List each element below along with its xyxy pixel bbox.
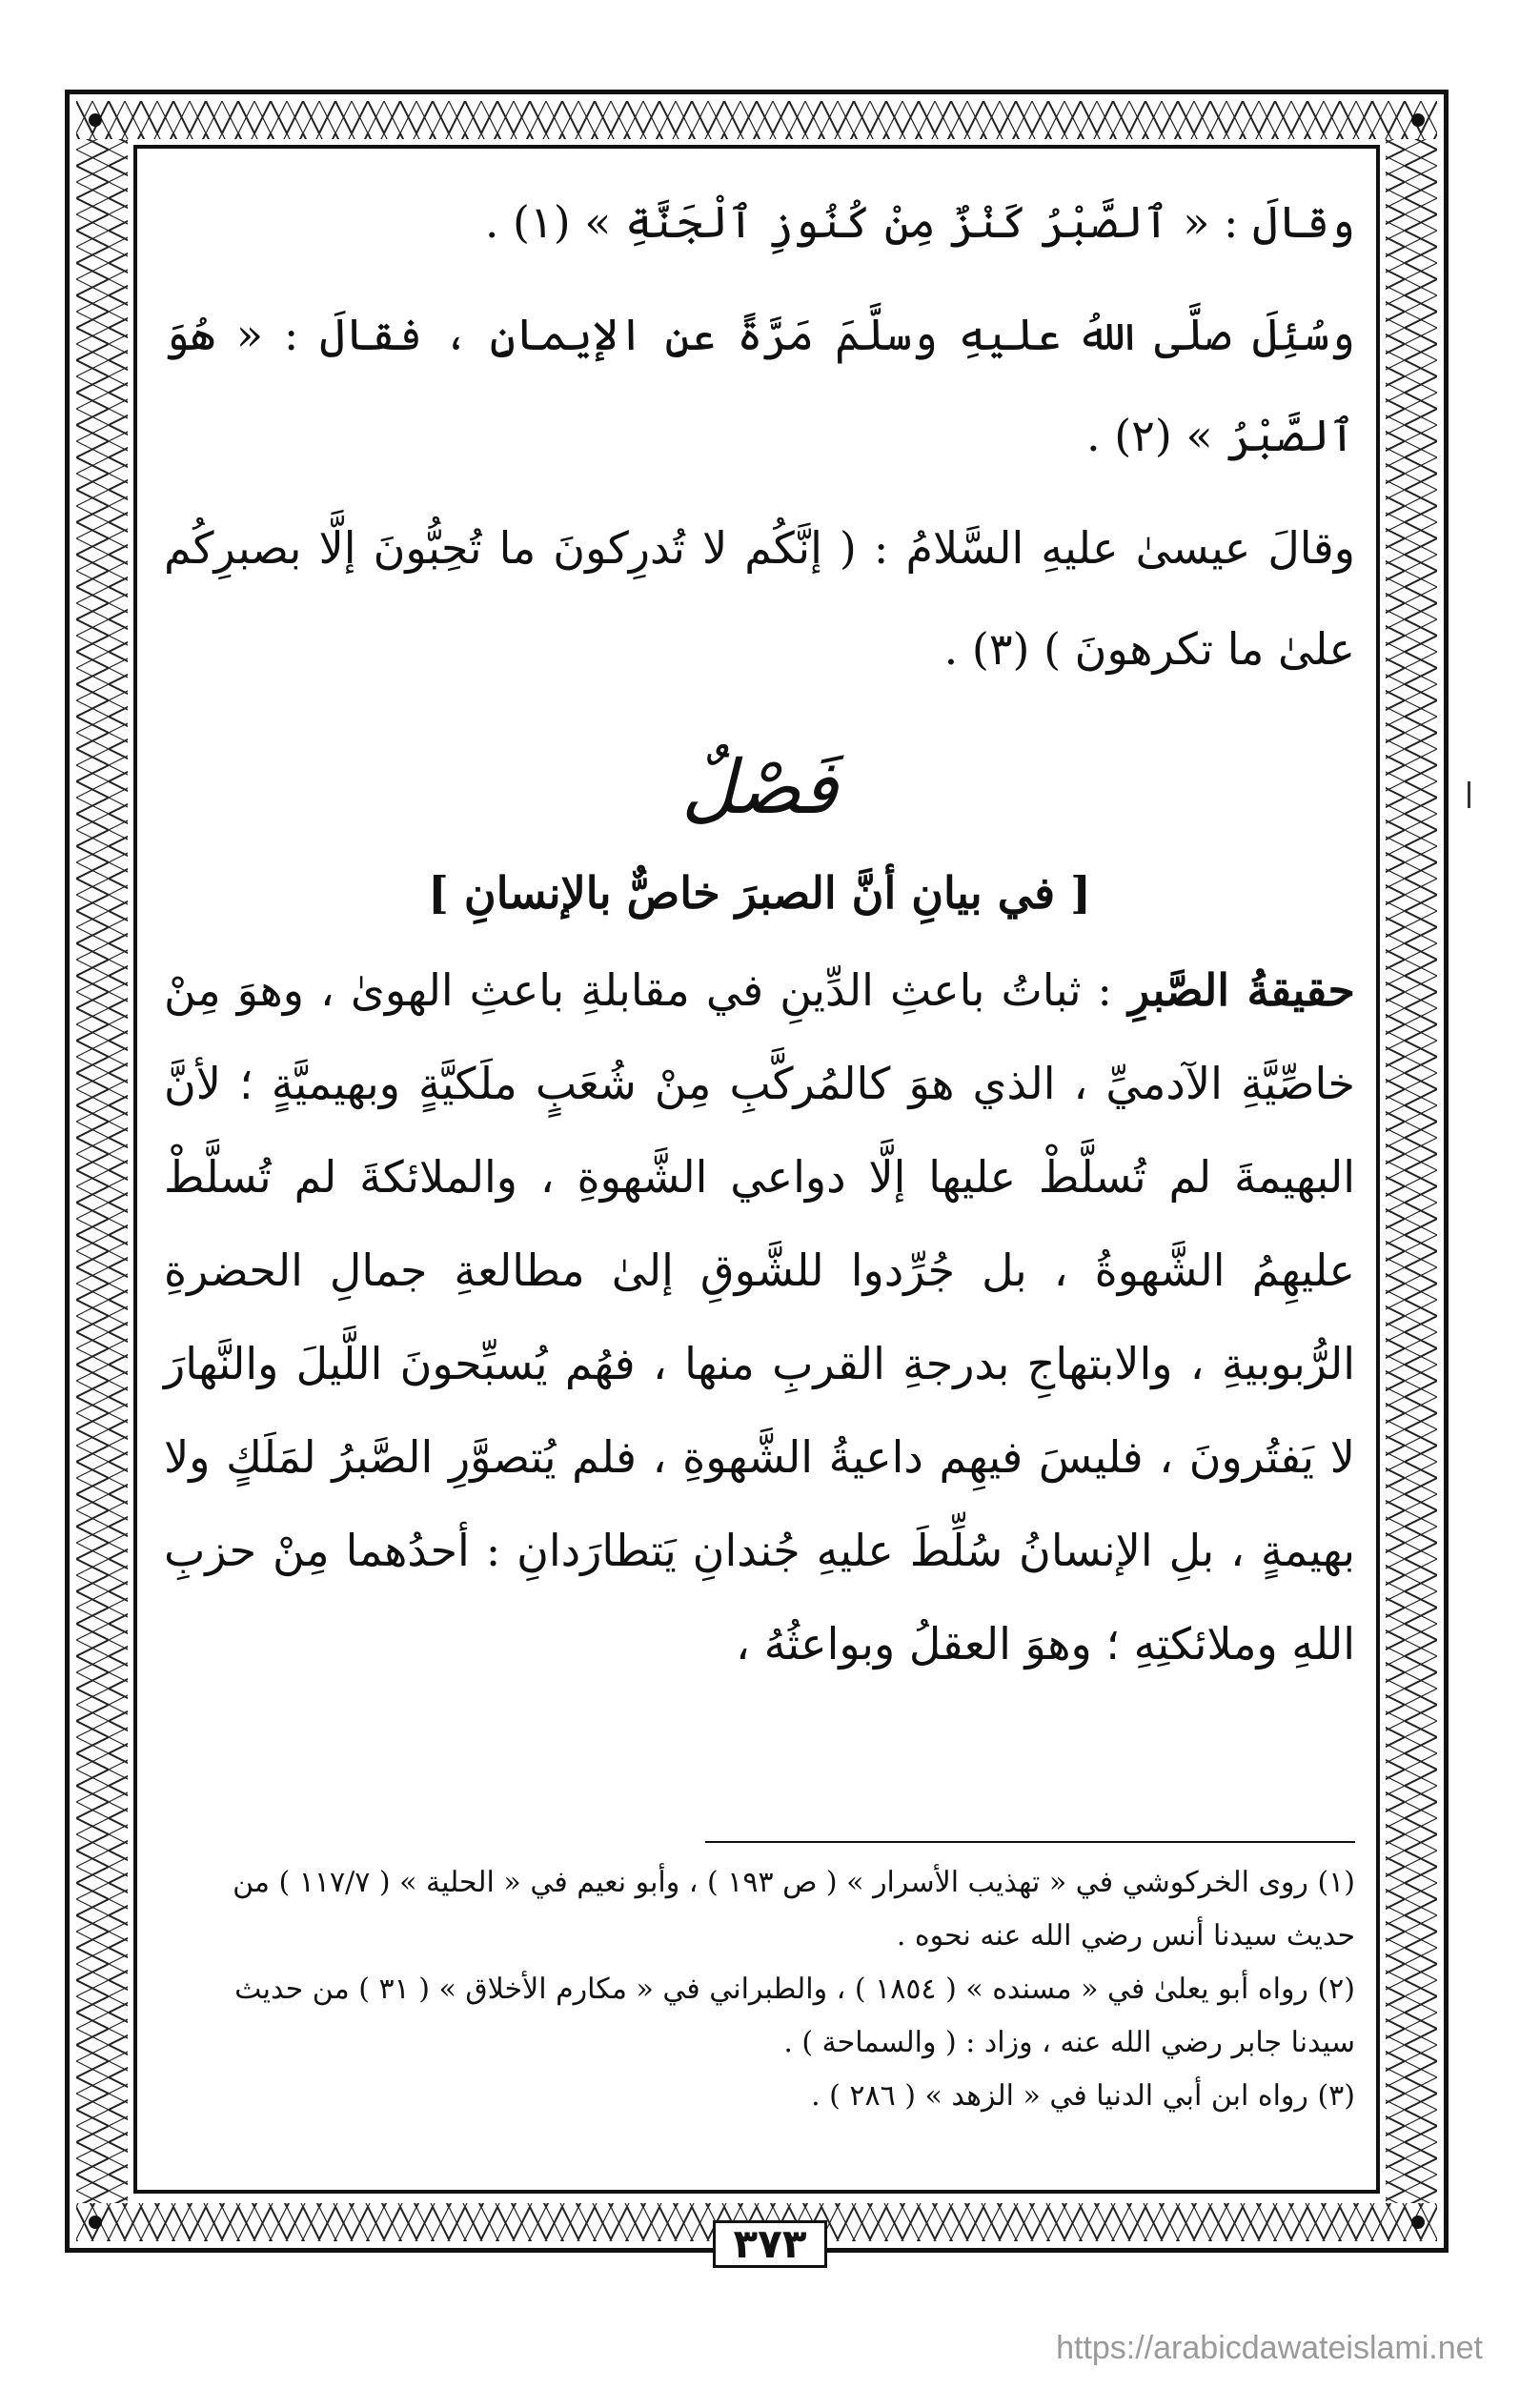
section-title: فَصْلٌ	[681, 745, 838, 831]
watermark-url: https://arabicdawateislami.net	[1056, 2330, 1483, 2366]
section-subtitle: [ في بيانِ أنَّ الصبرَ خاصٌّ بالإنسانِ ]	[428, 867, 1091, 919]
quote-3: وقالَ عيسىٰ عليهِ السَّلامُ : ( إنَّكُم لا تُدرِكونَ ما تُحِبُّونَ إلَّا بصبرِكُم علىٰ ما تكرهونَ ) (٣) .	[164, 522, 1355, 675]
body-lead: حقيقةُ الصَّبرِ	[1128, 964, 1355, 1016]
footnote-2: (٢) رواه أبو يعلىٰ في « مسنده » ( ١٨٥٤ ) ، والطبراني في « مكارم الأخلاق » ( ٣١ ) من حديث سيدنا جابر رضي الله عنه ، وزاد : ( والسماحة ) .	[234, 1973, 1355, 2059]
quote-2: وسُئِلَ صلَّى اللهُ عليهِ وسلَّمَ مَرَّةً عنِ الإيمانِ ، فقالَ : « هُوَ ٱلصَّبْرُ » (٢) .	[164, 309, 1355, 461]
page-number: ٣٧٣	[713, 2220, 827, 2268]
quote-1: وقالَ : « ٱلصَّبْرُ كَنْزٌ مِنْ كُنُوزِ ٱلْجَنَّةِ » (١) .	[484, 196, 1355, 248]
body-text: : ثباتُ باعثِ الدِّينِ في مقابلةِ باعثِ الهوىٰ ، وهوَ مِنْ خاصِّيَّةِ الآدميِّ ، الذي هوَ كالمُركَّبِ مِنْ شُعَبٍ ملَكيَّةٍ وبهيميَّةٍ ؛ لأنَّ البهيمةَ لم تُسلَّطْ عليها إلَّا دواعي الشَّهوةِ ، والملائكةَ لم تُسلَّطْ عليهِمُ الشَّهوةُ ، بل جُرِّدوا للشَّوقِ إلىٰ مطالعةِ جمالِ الحضرةِ الرُّبوبيةِ ، والابتهاجِ بدرجةِ القربِ منها ، فهُم يُسبِّحونَ اللَّيلَ والنَّهارَ لا يَفتُرونَ ، فليسَ فيهِم داعيةُ الشَّهوةِ ، فلم يُتصوَّرِ الصَّبرُ لمَلَكٍ ولا بهيمةٍ ، بلِ الإنسانُ سُلِّطَ عليهِ جُندانِ يَتطارَدانِ : أحدُهما مِنْ حزبِ اللهِ وملائكتِهِ ؛ وهوَ العقلُ وبواعثُهُ ،	[164, 964, 1355, 1670]
margin-mark	[1468, 781, 1470, 808]
footnote-3: (٣) رواه ابن أبي الدنيا في « الزهد » ( ٢٨٦ ) .	[811, 2079, 1355, 2113]
footnote-1: (١) روى الخركوشي في « تهذيب الأسرار » ( ص ١٩٣ ) ، وأبو نعيم في « الحلية » ( ١١٧/٧ ) من حديث سيدنا أنس رضي الله عنه نحوه .	[233, 1866, 1355, 1953]
footnote-separator	[705, 1841, 1355, 1843]
footnotes	[164, 1856, 1355, 2123]
body-paragraph	[164, 943, 1355, 1690]
page-content	[164, 172, 1355, 1690]
